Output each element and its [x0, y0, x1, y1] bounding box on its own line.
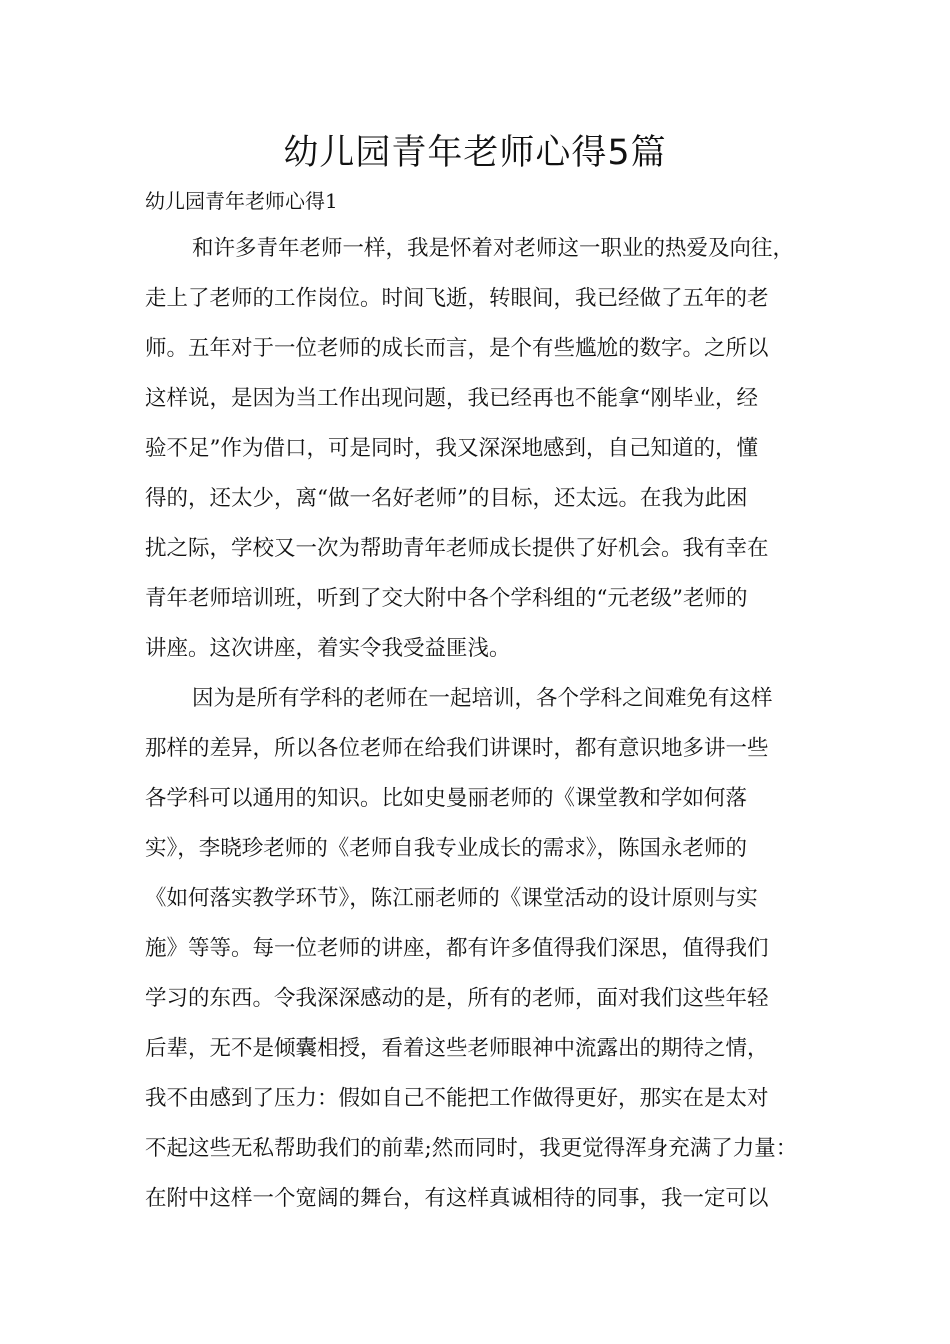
paragraph-1 [145, 224, 825, 674]
paragraph-line: 不起这些无私帮助我们的前辈;然而同时，我更觉得浑身充满了力量： [145, 1136, 798, 1161]
paragraph-line: 师。五年对于一位老师的成长而言，是个有些尴尬的数字。之所以 [145, 336, 769, 361]
paragraph-line: 《如何落实教学环节》，陈江丽老师的《课堂活动的设计原则与实 [145, 886, 758, 911]
paragraph-line: 这样说，是因为当工作出现问题，我已经再也不能拿“刚毕业，经 [145, 386, 758, 411]
paragraph-line: 那样的差异，所以各位老师在给我们讲课时，都有意识地多讲一些 [145, 736, 769, 761]
paragraph-line: 实》，李晓珍老师的《老师自我专业成长的需求》，陈国永老师的 [145, 836, 748, 861]
paragraph-line: 在附中这样一个宽阔的舞台，有这样真诚相待的同事，我一定可以 [145, 1186, 769, 1211]
paragraph-line: 施》等等。每一位老师的讲座，都有许多值得我们深思，值得我们 [145, 936, 769, 961]
paragraph-line: 我不由感到了压力：假如自己不能把工作做得更好，那实在是太对 [145, 1086, 769, 1111]
section-heading: 幼儿园青年老师心得1 [145, 189, 338, 213]
paragraph-2 [145, 674, 825, 1224]
paragraph-line: 因为是所有学科的老师在一起培训，各个学科之间难免有这样 [192, 686, 773, 711]
paragraph-line: 走上了老师的工作岗位。时间飞逝，转眼间，我已经做了五年的老 [145, 286, 769, 311]
paragraph-line: 扰之际，学校又一次为帮助青年老师成长提供了好机会。我有幸在 [145, 536, 769, 561]
paragraph-line: 得的，还太少，离“做一名好老师”的目标，还太远。在我为此困 [145, 486, 748, 511]
paragraph-line: 各学科可以通用的知识。比如史曼丽老师的《课堂教和学如何落 [145, 786, 748, 811]
paragraph-line: 青年老师培训班，听到了交大附中各个学科组的“元老级”老师的 [145, 586, 748, 611]
paragraph-line: 学习的东西。令我深深感动的是，所有的老师，面对我们这些年轻 [145, 986, 769, 1011]
paragraph-line: 后辈，无不是倾囊相授，看着这些老师眼神中流露出的期待之情， [145, 1036, 769, 1061]
document-title: 幼儿园青年老师心得5篇 [283, 133, 667, 173]
paragraph-line: 讲座。这次讲座，着实令我受益匪浅。 [145, 636, 511, 661]
paragraph-line: 和许多青年老师一样，我是怀着对老师这一职业的热爱及向往， [192, 236, 795, 261]
paragraph-line: 验不足”作为借口，可是同时，我又深深地感到，自己知道的，懂 [145, 436, 758, 461]
